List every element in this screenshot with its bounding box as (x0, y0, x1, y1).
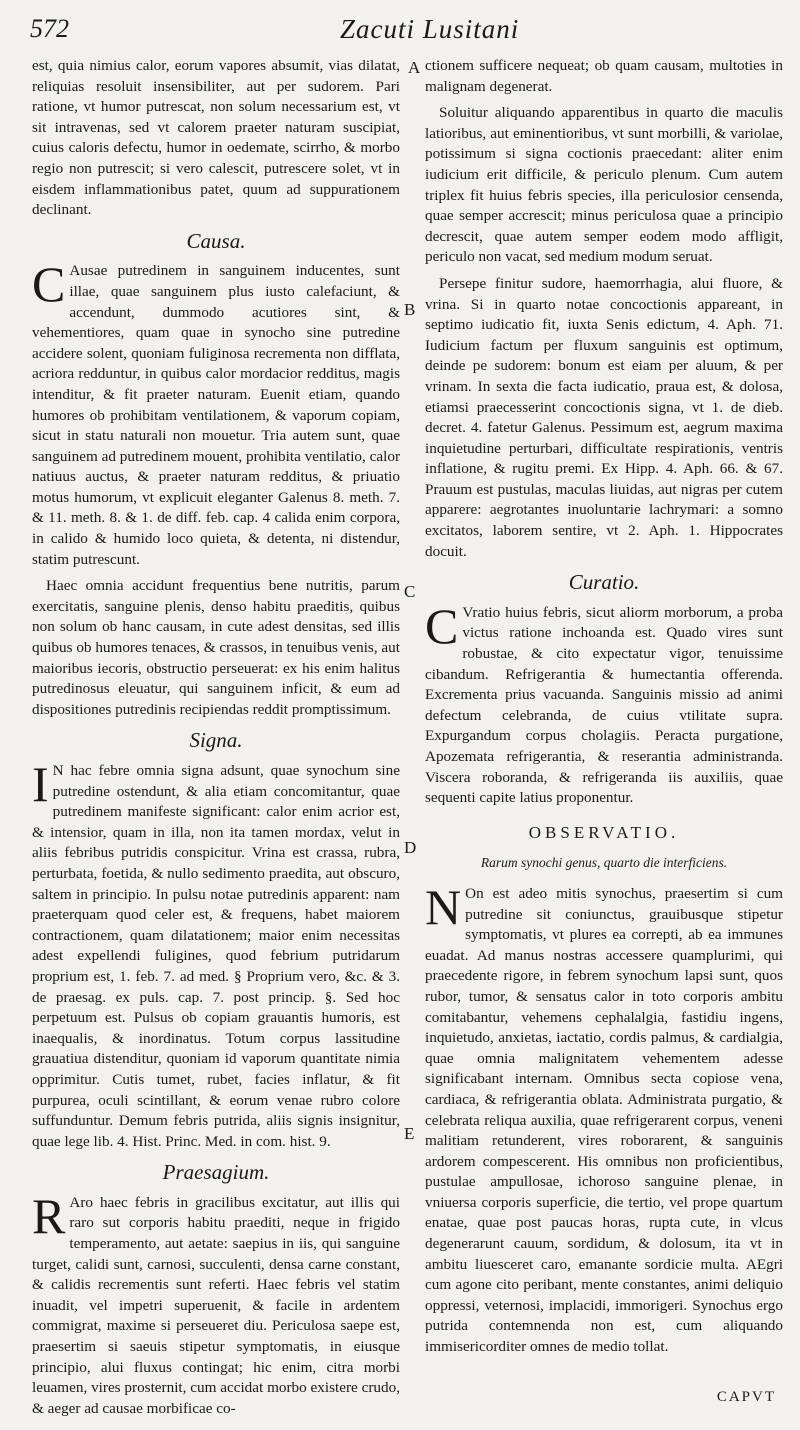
paragraph-causa-1: C Ausae putredinem in sanguinem inducentes, sunt illae, quae sanguinem plus iusto calefaciunt, & accendunt, dummodo acutiores sint, & vehementiores, quam quae in synocho sine putredine accidere solent, quoniam fuliginosa recrementa non difflata, acriora redduntur, in quibus calor mordacior redditus, magis intenditur, & fit praeter naturam. Euenit etiam, quando humores ob prohibitam ventilationem, & vaporum copiam, sicut in statu naturali non mouetur. Tria autem sunt, quae sanguinem ad putredinem mouent, prohibita ventilatio, calor natiuus auctus, & praeter naturam redditus, & priuatio motus humorum, vt explicuit eleganter Galenus 8. meth. 7. & 11. meth. 8. & 1. de diff. feb. cap. 4 calida enim corpora, in calido & humido loco quieta, & detenta, ni distendur, statim putrescunt. (32, 256, 400, 568)
paragraph-praesagium: R Aro haec febris in gracilibus excitatur, aut illis qui raro sut corporis habitu praediti, neque in frigido temperamento, aut aetate: saepius in iis, qui sanguine turget, calidi sunt, carnosi, succulenti, densa carne constant, & calidis recrementis sunt referti. Haec febris vel statim inuadit, vel impetri superuenit, & facile in ardentem commigrat, maxime si perseueret diu. Periculosa saepe est, praesertim si saeuis stipetur symptomatis, in eiusque principio, alui fluxus contingat; hic enim, citra morbi leuamen, vires prosternit, cum accidat morbo existere crudo, & aeger ad causae morbificae co- (32, 1187, 400, 1417)
running-title: Zacuti Lusitani (340, 14, 520, 44)
paragraph-soluitur: Soluitur aliquando apparentibus in quarto die maculis latioribus, aut eminentioribus, vt sunt morbilli, & variolae, potissimum si signa coctionis praecedant: aliter enim iudicium erit difficile, & periculo plenum. Cum autem triplex fit huius febris species, illa periculosior censenda, quae semper accrescit; minus periculosa quae a principio decrescit, quae autem semper eodem modo affligit, periculo non vacat, sed medium modum seruat. (425, 104, 783, 266)
page-number: 572 (30, 14, 69, 43)
drop-cap: R (32, 1187, 66, 1244)
heading-praesagium: Praesagium. (162, 1160, 270, 1185)
paragraph-continuation: ctionem sufficere nequeat; ob quam causam, multoties in malignam degenerat. (425, 57, 783, 95)
drop-cap: N (425, 878, 462, 935)
paragraph-signa: I N hac febre omnia signa adsunt, quae synochum sine putredine ostendunt, & alia etiam concomitantur, quae putredinem manifeste significant: calor enim acrior est, & intensior, quam in illa, non ita tamen mordax, velut in aliis febribus putridis conspicitur. Vrina est crassa, rubra, perturbata, foetida, & nullo sedimento praedita, aut obscuro, saltem in principio. In pulsu notae putredinis apparent: nam praeterquam quod celer est, & frequens, habet maiorem contractionem, quam dilatationem; maior enim necessitas adest expellendi fuligines, quod febrium putridarum proprium est, 1. feb. 7. ad med. § Proprium vero, &c. & 3. de praesag. ex puls. cap. 7. post princip. §. Sed hoc perpetuum est. Pulsus ob copiam grauantis humoris, est inaequalis, & inordinatus. Totum corpus lassitudine grauatiua distenditur, quoniam id vaporum quantitate nimia opprimitur. Cutis tumet, rubet, facies inflatur, & fit purpurea, oculi scintillant, & eorum venae rubro colore suffunduntur. Demum febris putrida, aliis signis insignitur, quae lege lib. 4. Hist. Princ. Med. in com. hist. 9. (32, 756, 400, 1150)
heading-curatio: Curatio. (568, 570, 640, 595)
drop-cap: C (425, 597, 459, 654)
heading-causa: Causa. (186, 228, 246, 253)
observatio-subtitle: Rarum synochi genus, quarto die interficiens. (480, 855, 728, 871)
paragraph-observatio: N On est adeo mitis synochus, praesertim si cum putredine sit coniunctus, grauibusque stipetur symptomatis, vt plures ea correpti, ab ea immunes euadat. Ad manus nostras accessere quamplurimi, qui praecedente rigore, in febrem synochum lapsi sunt, quos rubor, tumor, & sensatus calor in toto corporis ambitu comitabantur, vehemens cephalalgia, fastidiu ingens, inquietudo, anxietas, iactatio, cordis palmus, & cardialgia, quae omnia malignitatem vehementem adesse significabant internam. Omnibus secta copiose vena, cardiaca, & refrigerantia oblata. Administrata purgatio, & celebrata reliqua auxilia, quae refrigerarent corpus, veneni malitiam retunderent, vires roborarent, & sanguinis ardorem compescerent. His omnibus non proficientibus, pustulae ampullosae, ichoroso sanguine plenae, in vniuersa corporis superficie, die tertio, vel prope quartum enatae, quae post paucas horas, rupta cute, in vlcus degenerarunt cauum, sordidum, & dolosum, ita vt in ambitu liuesceret caro, emanante sordicie multa. AEgri cum agone cito peribant, mente constantes, animi deliquio oppressi, veternosi, implacidi, immorigeri. Synochus ergo putrida contemnenda non est, cum aliquando immisericorditer omnes de medio tollat. (425, 878, 783, 1356)
paragraph-curatio: C Vratio huius febris, sicut aliorm morborum, a proba victus ratione inchoanda est. Quado vires sunt robustae, & cito expectatur vigor, tenuissime cibandum. Refrigerantia & humectantia offerenda. Excrementa prius vacuanda. Sanguinis missio ad animi defectum celebranda, de cuius vtilitate supra. Expurgandum corpus cholagiis. Peracta purgatione, Apozemata refrigerantia, & reserantia administranda. Viscera roboranda, & refrigeranda iis auxiliis, quae sequenti capite latius proponentur. (425, 597, 783, 807)
paragraph-continuation: est, quia nimius calor, eorum vapores absumit, vias dilatat, reliquias resoluit insensibiliter, aut per sudorem. Pari ratione, vt humor putrescat, non solum necessarium est, vt sit intravenas, sed vt calorem praeter naturam suscipiat, cuius caloris defectu, humor in oedemate, scirrho, & morbo regio non putrescit; si vero calescit, putrescere solet, vt in eisdem inflammationibus patet, quum ad suppurationem declinant. (32, 57, 400, 219)
page-header (0, 10, 800, 52)
paragraph-causa-2: Haec omnia accidunt frequentius bene nutritis, parum exercitatis, sanguine plenis, denso habitu praeditis, quibus non solum ob hanc causam, in cute adest densitas, sed illis quibus ob humores tenaces, & crassos, in tenuibus venis, aut maioribus iecoris, obstructio perseuerat: ex his enim halitus putredinosus eleuatur, qui sanguinem inficit, & eum ad dispositiones putredinis recipiendas reddit promptissimum. (32, 577, 400, 718)
left-column (32, 56, 400, 1425)
margin-letter-e: E (404, 1124, 415, 1143)
right-column (425, 56, 783, 1364)
margin-letter-c: C (404, 582, 416, 601)
heading-signa: Signa. (189, 728, 243, 753)
catchword: CAPVT (716, 1389, 776, 1405)
paragraph-persepe: Persepe finitur sudore, haemorrhagia, alui fluore, & vrina. Si in quarto notae concoctionis appareant, in septimo iudicatio fit, iuxta Senis edictum, 4. Aph. 71. Iudicium factum per fluxum sanguinis est optimum, deinde pe sudorem: bonum est eiam per aluum, & per vrinam. In sexta die facta iudicatio, praua est, & dolosa, etiamsi praecesserint concoctionis signa, vt 1. de dieb. decret. 4. fatetur Galenus. Pessimum est, aegrum maxima inquietudine perturbari, difficultate respirationis, ventris inflatione, & rugitu premi. Ex Hipp. 4. Aph. 66. & 67. Prauum est pustulas, maculas liuidas, aut nigras per cutem apparere: aegrotantes inuoluntarie lachrymari: a somno excitatos, laborem sentire, vt 2. Aph. 1. Hippocrates docuit. (425, 274, 783, 560)
margin-letter-a: A (408, 58, 421, 77)
heading-observatio: OBSERVATIO. (528, 822, 680, 842)
margin-letter-d: D (404, 838, 417, 857)
margin-letter-b: B (404, 300, 416, 319)
drop-cap: I (32, 756, 49, 812)
drop-cap: C (32, 256, 66, 313)
